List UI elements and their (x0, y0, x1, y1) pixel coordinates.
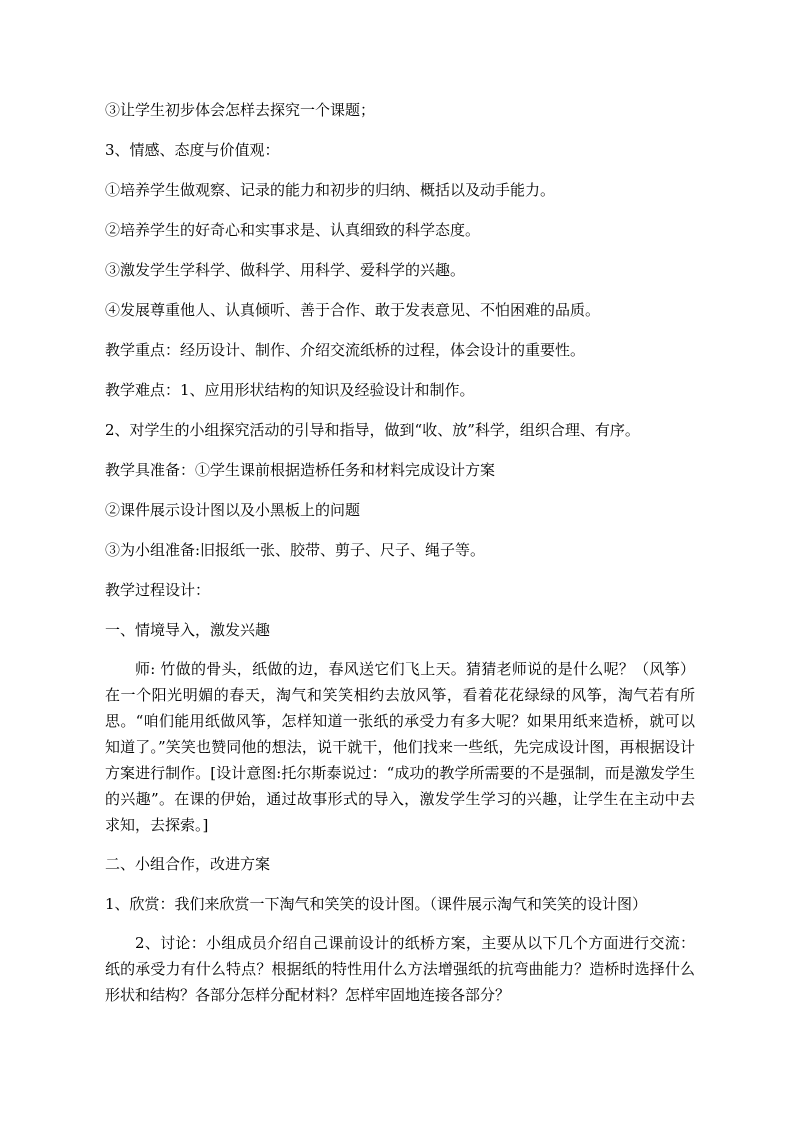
materials-prep: 教学具准备：①学生课前根据造桥任务和材料完成设计方案 (105, 461, 496, 479)
teaching-difficulty-1: 教学难点：1、应用形状结构的知识及经验设计和制作。 (105, 381, 475, 399)
process-design-heading: 教学过程设计： (105, 581, 211, 599)
document-body (105, 100, 695, 1024)
appreciation-step: 1、欣赏：我们来欣赏一下淘气和笑笑的设计图。（课件展示淘气和笑笑的设计图） (105, 895, 648, 913)
section-emotion-attitude-values: 3、情感、态度与价值观： (105, 141, 280, 159)
intro-paragraph: 师: 竹做的骨头，纸做的边，春风送它们飞上天。猜猜老师说的是什么呢？（风筝）在一个阳光明媚的春天，淘气和笑笑相约去放风筝，看着花花绿绿的风筝，淘气若有所思。“咱们能用纸做风筝，怎样知道一张纸的承受力有多大呢？如果用纸来造桥，就可以知道了。”笑笑也赞同他的想法，说干就干，他们找来一些纸，先完成设计图，再根据设计方案进行制作。[设计意图:托尔斯泰说过：“成功的教学所需要的不是强制，而是激发学生的兴趣”。在课的伊始，通过故事形式的导入，激发学生学习的兴趣，让学生在主动中去求知，去探索。] (105, 660, 695, 834)
goal-3: ③激发学生学科学、做科学、用科学、爱科学的兴趣。 (105, 261, 466, 279)
goal-4: ④发展尊重他人、认真倾听、善于合作、敢于发表意见、不怕困难的品质。 (105, 301, 601, 319)
teaching-difficulty-2: 2、对学生的小组探究活动的引导和指导，做到“收、放”科学，组织合理、有序。 (105, 421, 640, 439)
objective-3: ③让学生初步体会怎样去探究一个课题； (105, 101, 376, 119)
goal-1: ①培养学生做观察、记录的能力和初步的归纳、概括以及动手能力。 (105, 181, 556, 199)
teaching-key-point: 教学重点：经历设计、制作、介绍交流纸桥的过程，体会设计的重要性。 (105, 341, 586, 359)
materials-item-2: ②课件展示设计图以及小黑板上的问题 (105, 501, 361, 519)
materials-item-3: ③为小组准备:旧报纸一张、胶带、剪子、尺子、绳子等。 (105, 541, 486, 559)
discussion-step: 2、讨论：小组成员介绍自己课前设计的纸桥方案，主要从以下几个方面进行交流：纸的承受力有什么特点？根据纸的特性用什么方法增强纸的抗弯曲能力？造桥时选择什么形状和结构？各部分怎样分配材料？怎样牢固地连接各部分？ (105, 934, 695, 1004)
section-1-heading: 一、情境导入，激发兴趣 (105, 621, 271, 639)
goal-2: ②培养学生的好奇心和实事求是、认真细致的科学态度。 (105, 221, 481, 239)
section-2-heading: 二、小组合作，改进方案 (105, 855, 271, 873)
